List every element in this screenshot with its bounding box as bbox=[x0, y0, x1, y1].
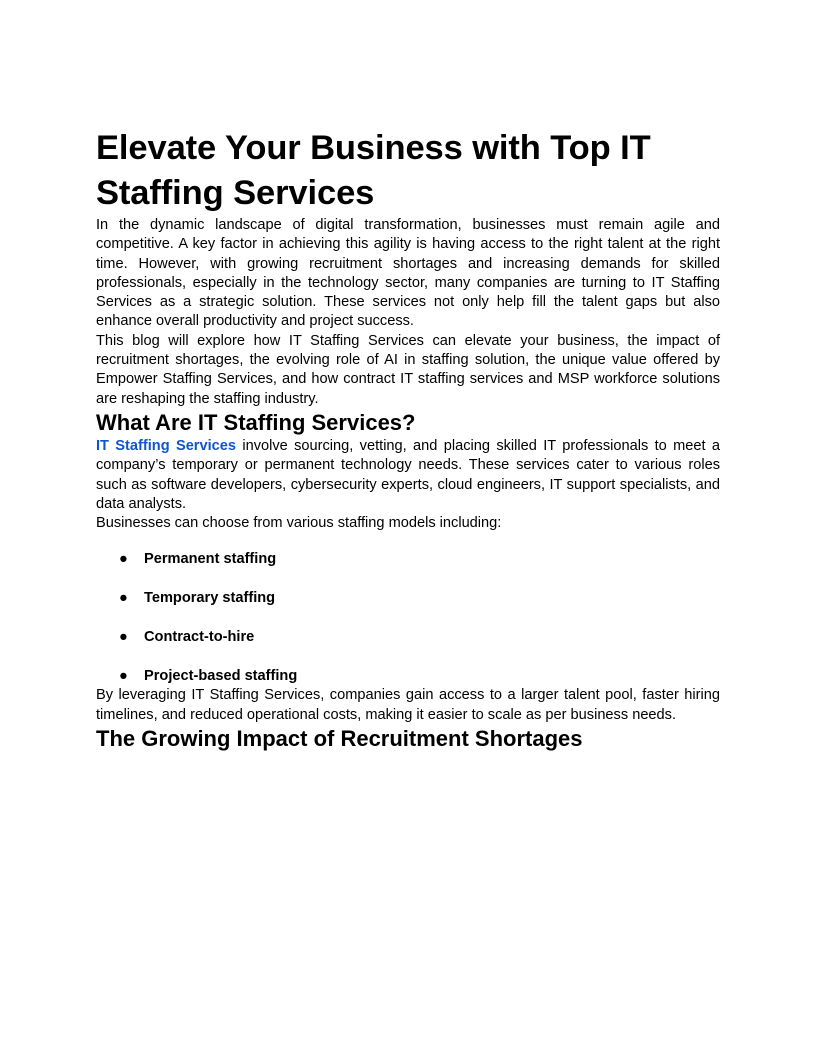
definition-paragraph bbox=[96, 437, 720, 514]
list-item bbox=[96, 589, 720, 608]
definition-text: involve sourcing, vetting, and placing skilled IT professionals to meet a company’s temporary or permanent technology needs. These services cater to various roles such as software developers, cybersecurity experts, cloud engineers, IT support specialists, and data analysts. bbox=[96, 437, 720, 512]
document-page bbox=[96, 126, 720, 753]
bullet-icon: ● bbox=[119, 590, 128, 607]
list-item-label: Permanent staffing bbox=[144, 551, 277, 568]
section-heading-recruitment-shortages: The Growing Impact of Recruitment Shortages bbox=[96, 726, 583, 752]
list-item-label: Contract-to-hire bbox=[144, 629, 255, 646]
list-item-label: Project-based staffing bbox=[144, 668, 298, 685]
bullet-icon: ● bbox=[119, 668, 128, 685]
bullet-icon: ● bbox=[119, 551, 128, 568]
models-intro: Businesses can choose from various staffing models including: bbox=[96, 515, 502, 532]
list-item bbox=[96, 628, 720, 647]
intro-paragraph-2: This blog will explore how IT Staffing Services can elevate your business, the impact of recruitment shortages, the evolving role of AI in staffing solution, the unique value offered by Empower Staffing Services, and how contract IT staffing services and MSP workforce solutions are reshaping the staffing industry. bbox=[96, 332, 720, 407]
intro-paragraph-1: In the dynamic landscape of digital transformation, businesses must remain agile and competitive. A key factor in achieving this agility is having access to the right talent at the right time. However, with growing recruitment shortages and increasing demands for skilled professionals, especially in the technology sector, many companies are turning to IT Staffing Services as a strategic solution. These services not only help fill the talent gaps but also enhance overall productivity and project success. bbox=[96, 217, 720, 330]
closing-paragraph: By leveraging IT Staffing Services, companies gain access to a larger talent pool, faster hiring timelines, and reduced operational costs, making it easier to scale as per business needs. bbox=[96, 687, 720, 723]
section-heading-it-staffing: What Are IT Staffing Services? bbox=[96, 409, 416, 435]
staffing-models-list bbox=[96, 550, 720, 686]
page-title: Elevate Your Business with Top IT Staffing Services bbox=[96, 129, 651, 212]
list-item-label: Temporary staffing bbox=[144, 590, 276, 607]
it-staffing-services-link[interactable]: IT Staffing Services bbox=[96, 437, 237, 454]
list-item bbox=[96, 667, 720, 686]
bullet-icon: ● bbox=[119, 629, 128, 646]
list-item bbox=[96, 550, 720, 569]
